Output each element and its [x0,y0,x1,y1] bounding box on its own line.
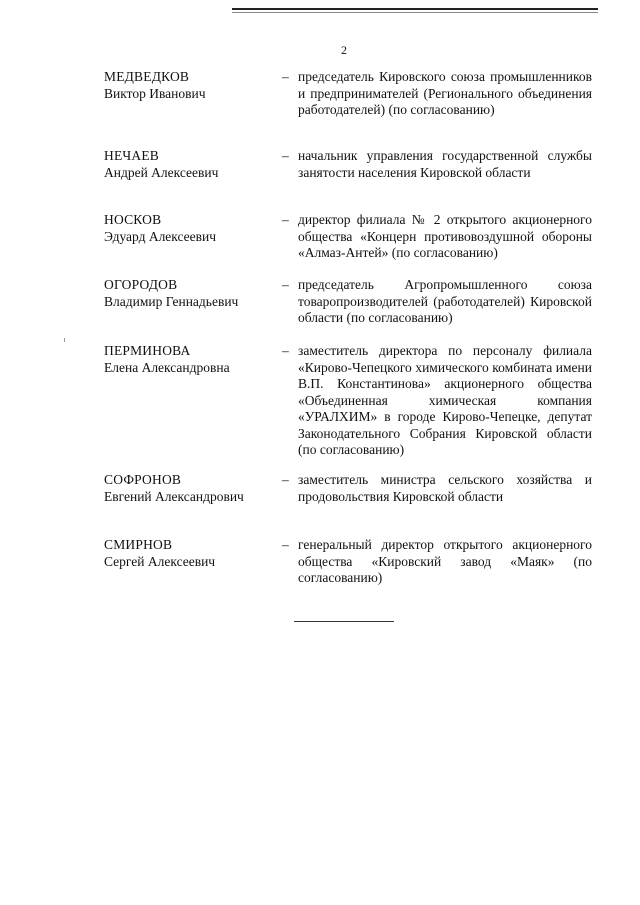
member-given-name: Виктор Иванович [104,85,206,101]
member-given-name: Эдуард Алексеевич [104,228,217,244]
member-role: председатель Кировского союза промышленников и предпринимателей (Регионального объединения работодателей) (по согласованию) [298,69,592,117]
member-surname: МЕДВЕДКОВ [104,69,190,84]
member-given-name: Сергей Алексеевич [104,553,216,569]
member-surname: ПЕРМИНОВА [104,343,191,358]
member-given-name: Владимир Геннадьевич [104,293,239,309]
member-role: заместитель министра сельского хозяйства и продовольствия Кировской области [298,472,592,504]
header-rule [232,8,598,10]
member-name [104,277,274,310]
dash-separator: – [282,212,289,227]
dash-separator: – [282,343,289,358]
member-name [104,212,274,245]
member-name [104,472,274,505]
dash-separator: – [282,277,289,292]
header-rule-thin [232,12,598,13]
member-role: генеральный директор открытого акционерного общества «Кировский завод «Маяк» (по согласованию) [298,537,592,585]
member-role: директор филиала № 2 открытого акционерного общества «Концерн противовоздушной обороны «Алмаз-Антей» (по согласованию) [298,212,592,260]
member-given-name: Елена Александровна [104,359,230,375]
member-given-name: Андрей Алексеевич [104,164,219,180]
dash-separator: – [282,148,289,163]
member-surname: СМИРНОВ [104,537,173,552]
member-given-name: Евгений Александрович [104,488,244,504]
member-surname: СОФРОНОВ [104,472,182,487]
dash-separator: – [282,537,289,552]
closing-rule [294,621,394,622]
member-name [104,69,274,102]
member-name [104,537,274,570]
member-role: начальник управления государственной службы занятости населения Кировской области [298,148,592,180]
member-name [104,148,274,181]
dash-separator: – [282,69,289,84]
member-surname: ОГОРОДОВ [104,277,178,292]
dash-separator: – [282,472,289,487]
member-surname: НОСКОВ [104,212,162,227]
member-role: заместитель директора по персоналу филиала «Кирово-Чепецкого химического комбината имени В.П. Константинова» акционерного общества «Объединенная химическая компания «УРАЛХИМ» в городе Кирово-Чепецке, депутат Законодательного Собрания Кировской области (по согласованию) [298,343,592,457]
member-role: председатель Агропромышленного союза товаропроизводителей (работодателей) Кировской области (по согласованию) [298,277,592,325]
page-number: 2 [341,43,347,57]
member-surname: НЕЧАЕВ [104,148,159,163]
margin-mark [64,338,65,342]
member-name [104,343,274,376]
